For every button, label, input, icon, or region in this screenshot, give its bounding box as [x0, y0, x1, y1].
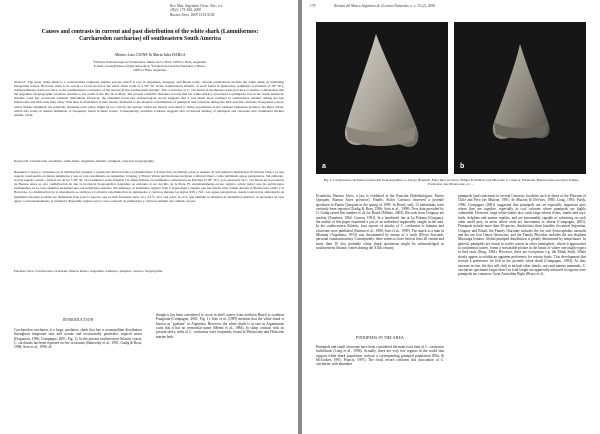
right-page — [302, 0, 600, 434]
introduction-heading: INTRODUCTION — [62, 318, 94, 322]
running-header — [310, 4, 590, 8]
palabras-clave: Palabras clave: Carcharodon carcharias, tiburón blanco, Argentina, Atlántico, pinípedo, cetáceo, biogeografía. — [14, 269, 163, 273]
running-header-text: Revista del Museo Argentino de Ciencias Naturales, n. s. 10 (2), 2008 — [334, 4, 435, 8]
intro-column-2: though it has been considered to occur in shelf waters from northern Brazil to southern Patagonia (Compagno, 2001; Fig. 1). Soto et al. (1999) mention that the white shark is known as "guelune" in Argentina. However, the white shark is as rare in Argentinean coast that it has no vernacular name (Menni et al., 1984). In sharp contrast with its present rarity, teeth of C. carcharias were frequently found in Pleistocene and Holocene marine beds — [156, 313, 284, 339]
right-column-2: pinnipeds (and cetaceans) in several Cenozoic localities such as those of the Pliocene of Chile and Peru (de Muizon, 1981; de Muizon & DeVries, 1985; Long, 1993; Purdy, 1996; Compagno (2001) suggested that pinnipeds are an especially important prey where they are together, especially at cool colonies where pinnipeds are highly vulnerable. However, large white sharks also catch large teleost fishes, sharks and rays, birds, dolphins and marine reptiles, and are presumably capable of subsisting on such other small prey, in areas where seals are uncommon or absent (Compagno, 2001). Pinnipeds include more than 30 species, divided into three families. In central Argentina, Uruguay and Brazil, the Family Otariidae includes the fur seal Arctocephalus australis and the sea lion Otaria flavescens, and the Family Phocidae includes the sea elephant Mirounga leonina. Global pinniped distribution is greatly determined by temperature. In general, pinnipeds are found in cooler waters in other hemisphere, where it approaches to continental waters, forms a reasonable picture in the limits of where one might expect to find seals (King, 1964). However, there are exceptions e.g. the Monk Seals. White sharks appear to exhibit an apparent preference for certain foods. This development that reveals a preference for fish in the juvenile white shark (Compagno, 1984). As they increase in size, the diet will shift to include other sharks, rays and marine mammals. C. carcharias specimens larger than 3 m total length are apparently attracted to regions were pinnipeds are common. Great Australian Bight (Bruce et al., — [458, 194, 586, 277]
shark-tooth-b-image — [454, 22, 586, 174]
resumen: Resumen: Causas y contrastes en la distribución presente y pasada del tiburón blanco (Lamniformes: Carcharodon carcharias) sobre el sudeste de Sud América meridional. El tiburón blanco es una especie cosmopolita en mares templados y que es rara actualmente en Argentina, Uruguay y Brasil. Varias publicaciones incluyen a tiburón blanco como habitando aguas patagónicas. Sin embargo, no hay registro actual o fósil al sur de los 5 58° 30´ en el Atlántico sudoccidental. Un diente hallado en sedimentos cuaternarios en Palomar (5 58° 30´), es la presencia de C. carcharias en la provincia de Buenos Aires es otra confirmación de que la provincia biogeográfica Argentina se extiende al sur del Río de la Plata. El extremadamente escaso registro actual indica que las poblaciones permanentes en la costa atlántica sudamericana son individuos aislados. Sin embargo, el abundante registro fósil y arqueológico sugiere que fue mucho más común durante el Pleistoceno tardío y el Holoceno. La disminución de la abundancia se atribuye a la masiva exterminación de pinnípedos y cetáceos durante los siglos XIX y XX. Las aguas patagónicas, donde todavía hay abundancia de mamíferos marinos podrían ser demasiado frías para la especie, que es más frecuente entre 12 y 24 °C. Por otra parte, la orca, que también se alimenta de mamíferos marinos, se encuentra en esas aguas. Consecuentemente, la evidencia disponible sugiere que la caza ocasional de pinnípedos y cetáceos eliminó otro animal, un pez. — [14, 170, 284, 203]
article-title: Causes and contrasts in current and past distribution of the white shark (Lamniformes: Carcharodon carcharias) off southeastern South America — [41, 29, 259, 42]
page-number: 178 — [310, 4, 316, 8]
intro-column-1: Carcharodon carcharias is a large, predatory shark that has a cosmopolitan distribution throughout temperate seas and oceans and occasionally penetrates tropical zones (Fergusson, 1996; Compagno, 2001; Fig. 1). In the present southwestern Atlantic coasts, C. carcharias has been reported on few occasions (Sadowsky et al., 1991; Gadig & Rosa, 1996; Soto et al., 1999; al- — [14, 328, 142, 350]
keywords: Keywords: Carcharodon carcharias, white shark, Argentina, Atlantic, pinniped, cetacean, biogeography. — [14, 159, 155, 163]
right-column-1b: Pinnipeds and small cetaceans have been considered the main food item of C. carcharias individuals (Long et al., 1996). Actually, there are very few regions in the world that support white shark population without a corresponding pinniped population (Ellis & McCosker, 1991; Francis, 1997). The fossil record confirms this association of C. carcharias with abundant — [316, 345, 444, 367]
panel-label-b: b — [460, 163, 465, 170]
panel-label-a: a — [322, 163, 326, 170]
journal-header: Rev. Mus. Argentino Cienc. Nat., n.s. 19(2): 175-184, 2008 Buenos Aires, ISSN 1514-5158 — [170, 4, 224, 17]
affiliation: ¹División Paleontología de Vertebrados, Museo de La Plata, 1900 La Plata, Argentina. E-mail: acione@museo.fcnym.unlp.edu.ar. ²Facultad de Ciencias Naturales y Museo, 1900 La Plata, Argentina. — [93, 60, 207, 73]
abstract: Abstract: The great white shark is a cosmopolitan temperate marine species which is rare in Argentina, Uruguay, and Brazil today. Several publications include the white shark as inhabiting Patagonian waters. However, there is no recent or fossil record of the white shark south of 5 58° 30´ in the southwestern Atlantic. A tooth found in Quaternary sediments at Palomar (5 58° 30´), northern Buenos Aires province, is the southernmost occurrence of the species in the southwestern Atlantic. The occurrence of C. carcharias in the Buenos Aires province is another confirmation that the Argentine biogeographic province extends to the south of the Río de la Plata. The present scientific literature records that the white shark is associated to pinnipeds, but in the South American Atlantic coast has occasional transient individuals. However, the abundant fossil and archaeological record suggests that it was much more common in southeastern Atlantic during the late Pleistocene and Holocene than today. This drop in abundance is here mostly attributed to the massive extermination of pinnipeds and cetaceans during the XIX and XX centuries. Patagonian waters, where marine mammals are relatively abundant even today, might be too cold for the species which are mostly associated to living populations in the southern temperate predator, the killer whale, which also feeds on marine mammals, is frequently found in these waters. Consequently, available evidence suggests that occasional feeding of pinnipeds and cetaceans also dominated another animal, a fish. — [14, 80, 284, 117]
right-column-1: Ecuadoria, Buenos Aires, a jaw is exhibited at the Estación Hidrobiológica, Puerto Quequén, Buenos Aires province). Finally, Aviles Carrasco observed a juvenile specimen in Puerto Quequén in the spring of 1999. In Brazil, only 13 individuals were certainly been reported (Gadig & Rosa, 1996; Soto et al., 1999). New data provided by O. Gadig raised this number to 24 for Brazil (Mileno, 2005). Records from Uruguay are unclear (Ximénez, 1962; Carrera, 1991). In a handicraft fair at La Paloma (Uruguay), the author of this paper examined a jaw of an individual supposedly caught in the area. In the southwestern Atlantic, four reports of attacks of C. carcharias to humans and cetaceans were published (Sazima et al., 1980; Soto et al., 1999). The attack to a man in Miramar (Argentina, 1954) was documented by means of a tooth (Elvira Sorrondi, personal communication). Consequently, there seems to have been at least 20 certain and more than 10 less probable white shark specimens might be acknowledged in southwestern Atlantic waters during the XXth century. — [316, 194, 444, 251]
left-page — [0, 0, 298, 434]
figure-2 — [316, 22, 586, 174]
authors: Alberto Luis CIONE & María Julia BARLA — [114, 52, 186, 57]
pinnipeds-heading: PINNIPEDS IN THE AREA — [356, 336, 404, 340]
shark-tooth-a-image — [316, 22, 448, 174]
figure-caption: Fig. 2. Carcharodon carcharias fossil teeth from Argentina: a, Arroyo Brasinda, Entre Ríos province, Pampa Formation, late Miocene; b, Canal A, Ensenada, Buenos Aires province, Pampa Formation, late Pleistocene. a1, ... — [323, 178, 579, 187]
tooth-photo-b — [454, 22, 586, 174]
tooth-photo-a — [316, 22, 448, 174]
